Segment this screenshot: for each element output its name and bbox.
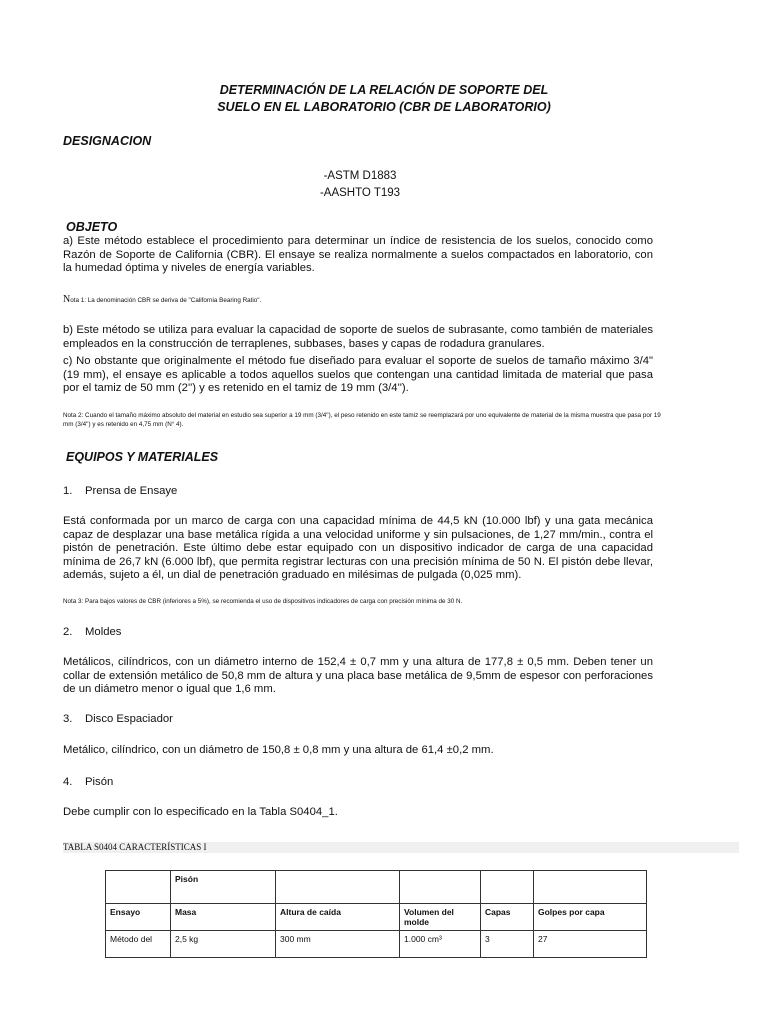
table-header-row bbox=[106, 904, 647, 931]
nota-1-initial: N bbox=[63, 294, 71, 305]
table-header-cell: Altura de caída bbox=[276, 904, 400, 931]
list-item-label: Prensa de Ensaye bbox=[85, 485, 178, 497]
designacion-item: -AASHTO T193 bbox=[319, 187, 401, 199]
table-cell bbox=[400, 871, 481, 904]
table-cell: 2,5 kg bbox=[171, 931, 276, 958]
list-item-moldes bbox=[63, 626, 121, 638]
table-header-cell: Golpes por capa bbox=[534, 904, 647, 931]
table-cell: 3 bbox=[481, 931, 534, 958]
table-group-header: Pisón bbox=[171, 871, 276, 904]
table-cell bbox=[106, 871, 171, 904]
table-row bbox=[106, 871, 647, 904]
table-cell: Método del bbox=[106, 931, 171, 958]
list-item-number: 4. bbox=[63, 776, 73, 788]
list-item-prensa bbox=[63, 485, 177, 497]
list-item-label: Disco Espaciador bbox=[85, 713, 173, 725]
table-header-cell: Masa bbox=[171, 904, 276, 931]
table-cell bbox=[276, 871, 400, 904]
table-cell: 27 bbox=[534, 931, 647, 958]
table-cell bbox=[481, 871, 534, 904]
equipos-heading: EQUIPOS Y MATERIALES bbox=[66, 450, 219, 464]
pison-table bbox=[105, 870, 647, 958]
table-cell: 300 mm bbox=[276, 931, 400, 958]
table-cell bbox=[534, 871, 647, 904]
title-line-2: SUELO EN EL LABORATORIO (CBR DE LABORATORIO) bbox=[217, 100, 551, 114]
designacion-list bbox=[300, 168, 420, 202]
nota-3: Nota 3: Para bajos valores de CBR (inferiores a 5%), se recomienda el uso de dispositivos indicadores de carga con precisión mínima de 30 N. bbox=[63, 598, 463, 605]
table-header-cell: Capas bbox=[481, 904, 534, 931]
list-item-pison bbox=[63, 776, 113, 788]
nota-2: Nota 2: Cuando el tamaño máximo absoluto del material en estudio sea superior a 19 mm (3/4''), el peso retenido en este tamiz se reemplazará por uno equivalente de material de la misma muestra que pasa por 19 mm (3/4'') y es retenido en 4,75 mm (N° 4). bbox=[63, 412, 661, 428]
table-header-cell: Ensayo bbox=[106, 904, 171, 931]
nota-1-text: ota 1: La denominación CBR se deriva de "California Bearing Ratio". bbox=[70, 297, 262, 304]
objeto-paragraph-c: c) No obstante que originalmente el método fue diseñado para evaluar el soporte de suelos de tamaño máximo 3/4" (19 mm), el ensaye es aplicable a todos aquellos suelos que contengan una cantidad limitada de material que pasa por el tamiz de 50 mm (2'') y es retenido en el tamiz de 19 mm (3/4''). bbox=[63, 355, 653, 394]
list-item-disco bbox=[63, 713, 173, 725]
document-title bbox=[0, 82, 768, 116]
table-header-cell: Volumen del molde bbox=[400, 904, 481, 931]
list-item-number: 2. bbox=[63, 626, 73, 638]
prensa-paragraph: Está conformada por un marco de carga con una capacidad mínima de 44,5 kN (10.000 lbf) y una gata mecánica capaz de desplazar una base metálica rígida a una velocidad uniforme y sin pulsaciones, de 1,27 mm/min., contra el pistón de penetración. Este último debe estar equipado con un dispositivo indicador de carga de una capacidad mínima de 26,7 kN (6.000 lbf), que permita registrar lecturas con una precisión mínima de 50 N. El pistón debe llevar, además, sujeto a él, un dial de penetración graduado en milésimas de pulgada (0,025 mm). bbox=[63, 515, 653, 581]
table-cell: 1.000 cm³ bbox=[400, 931, 481, 958]
list-item-number: 3. bbox=[63, 713, 73, 725]
objeto-heading: OBJETO bbox=[66, 220, 118, 234]
designacion-item: -ASTM D1883 bbox=[323, 170, 397, 182]
list-item-label: Pisón bbox=[85, 776, 114, 788]
moldes-paragraph: Metálicos, cilíndricos, con un diámetro interno de 152,4 ± 0,7 mm y una altura de 177,8 ± 0,5 mm. Deben tener un collar de extensión metálico de 50,8 mm de altura y una placa base metálica de 9,5mm de espesor con perforaciones de un diámetro menor o igual que 1,6 mm. bbox=[63, 656, 653, 695]
table-row bbox=[106, 931, 647, 958]
pison-paragraph: Debe cumplir con lo especificado en la Tabla S0404_1. bbox=[63, 806, 338, 818]
objeto-paragraph-b: b) Este método se utiliza para evaluar la capacidad de soporte de suelos de subrasante, como también de materiales empleados en la construcción de terraplenes, subbases, bases y capas de rodadura granulares. bbox=[63, 324, 653, 350]
list-item-label: Moldes bbox=[85, 626, 122, 638]
objeto-paragraph-a: a) Este método establece el procedimiento para determinar un índice de resistencia de los suelos, conocido como Razón de Soporte de California (CBR). El ensaye se realiza normalmente a suelos compactados en laboratorio, con la humedad óptima y niveles de energía variables. bbox=[63, 235, 653, 274]
title-line-1: DETERMINACIÓN DE LA RELACIÓN DE SOPORTE DEL bbox=[219, 83, 549, 97]
disco-paragraph: Metálico, cilíndrico, con un diámetro de 150,8 ± 0,8 mm y una altura de 61,4 ±0,2 mm. bbox=[63, 744, 494, 756]
nota-1 bbox=[63, 294, 261, 305]
table-title: TABLA S0404 CARACTERÍSTICAS I bbox=[63, 842, 739, 853]
list-item-number: 1. bbox=[63, 485, 73, 497]
designacion-heading: DESIGNACION bbox=[63, 134, 152, 148]
